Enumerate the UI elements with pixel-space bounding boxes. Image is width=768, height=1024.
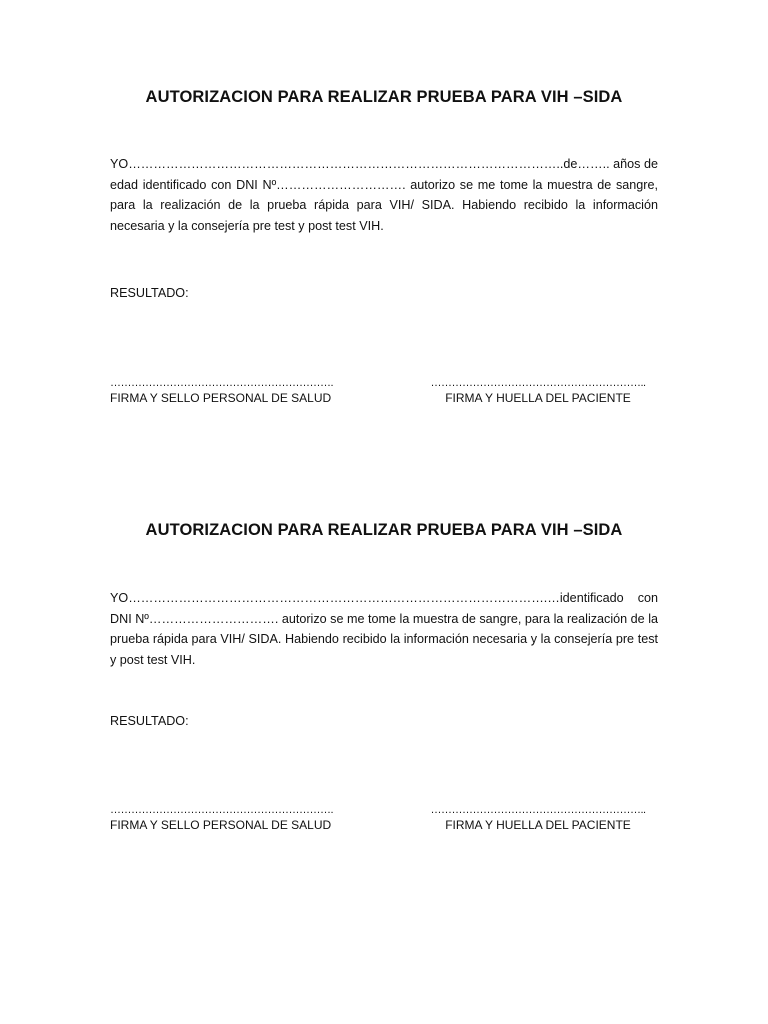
resultado-label: RESULTADO: bbox=[110, 714, 189, 728]
signature-section bbox=[110, 803, 658, 833]
consent-paragraph: YO……………………………………………………………………………………….…identificado con DNI Nº…………………………. autorizo se me tome la muestra de sangre, para la realización de la prueba rápida para VIH/ SIDA. Habiendo recibido la información necesaria y la consejería pre test y post test VIH. bbox=[110, 591, 658, 667]
form-title: AUTORIZACION PARA REALIZAR PRUEBA PARA VIH –SIDA bbox=[145, 88, 623, 106]
authorization-form-1 bbox=[110, 88, 658, 406]
authorization-form-2 bbox=[110, 521, 658, 833]
signature-line: …………………………………………………….. bbox=[430, 804, 646, 816]
signature-label: FIRMA Y SELLO PERSONAL DE SALUD bbox=[110, 818, 332, 832]
signature-line: ………………………………………………………. bbox=[110, 377, 334, 389]
form-title: AUTORIZACION PARA REALIZAR PRUEBA PARA VIH –SIDA bbox=[145, 521, 623, 539]
patient-signature bbox=[418, 376, 658, 406]
signature-label: FIRMA Y SELLO PERSONAL DE SALUD bbox=[110, 391, 332, 405]
health-staff-signature bbox=[110, 376, 350, 406]
patient-signature bbox=[418, 803, 658, 833]
signature-label: FIRMA Y HUELLA DEL PACIENTE bbox=[445, 391, 631, 405]
health-staff-signature bbox=[110, 803, 350, 833]
signature-line: …………………………………………………….. bbox=[430, 377, 646, 389]
signature-label: FIRMA Y HUELLA DEL PACIENTE bbox=[445, 818, 631, 832]
signature-line: ………………………………………………………. bbox=[110, 804, 334, 816]
resultado-label: RESULTADO: bbox=[110, 286, 189, 300]
consent-paragraph: YO…………………………………………………………………………………………..de…….. años de edad identificado con DNI Nº…………………………. autorizo se me tome la muestra de sangre, para la realización de la prueba rápida para VIH/ SIDA. Habiendo recibido la información necesaria y la consejería pre test y post test VIH. bbox=[110, 157, 658, 233]
signature-section bbox=[110, 376, 658, 406]
